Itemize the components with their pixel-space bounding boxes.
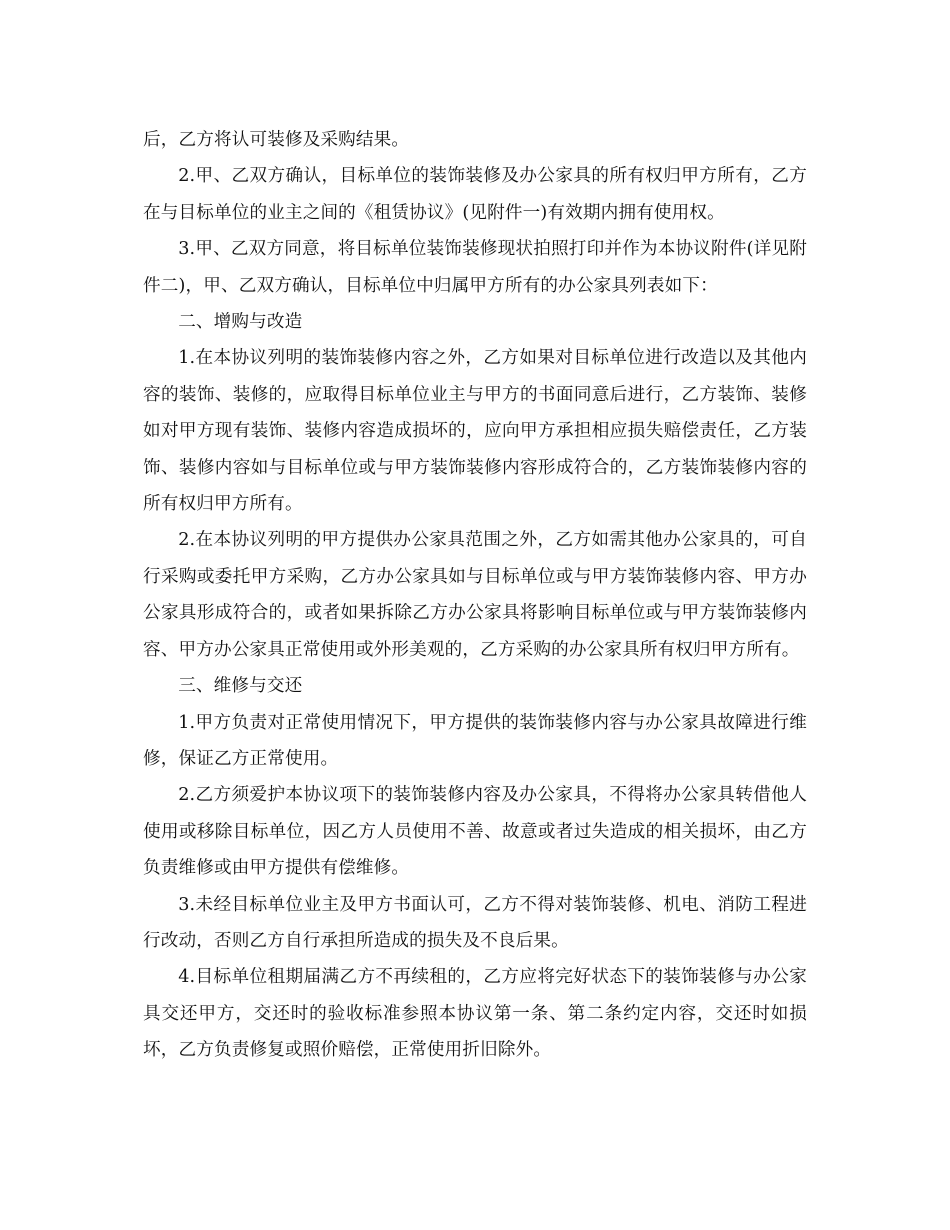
paragraph-clause-2-2: 2.在本协议列明的甲方提供办公家具范围之外，乙方如需其他办公家具的，可自行采购或委托甲方采购，乙方办公家具如与目标单位或与甲方装饰装修内容、甲方办公家具形成符合的，或者如果拆除乙方办公家具将影响目标单位或与甲方装饰装修内容、甲方办公家具正常使用或外形美观的，乙方采购的办公家具所有权归甲方所有。 bbox=[143, 530, 807, 660]
paragraph-clause-1-3: 3.甲、乙双方同意，将目标单位装饰装修现状拍照打印并作为本协议附件(详见附件二)，甲、乙双方确认，目标单位中归属甲方所有的办公家具列表如下： bbox=[143, 239, 807, 296]
paragraph-clause-3-4: 4.目标单位租期届满乙方不再续租的，乙方应将完好状态下的装饰装修与办公家具交还甲方，交还时的验收标准参照本协议第一条、第二条约定内容，交还时如损坏，乙方负责修复或照价赔偿，正常使用折旧除外。 bbox=[143, 967, 807, 1061]
paragraph-clause-3-3: 3.未经目标单位业主及甲方书面认可，乙方不得对装饰装修、机电、消防工程进行改动，否则乙方自行承担所造成的损失及不良后果。 bbox=[143, 894, 807, 951]
paragraph-continuation: 后，乙方将认可装修及采购结果。 bbox=[143, 130, 410, 150]
section-heading-2: 二、增购与改造 bbox=[178, 312, 303, 333]
document-body bbox=[143, 122, 807, 1069]
section-heading-3: 三、维修与交还 bbox=[178, 676, 303, 697]
paragraph-clause-2-1: 1.在本协议列明的装饰装修内容之外，乙方如果对目标单位进行改造以及其他内容的装饰、装修的，应取得目标单位业主与甲方的书面同意后进行，乙方装饰、装修如对甲方现有装饰、装修内容造成损坏的，应向甲方承担相应损失赔偿责任，乙方装饰、装修内容如与目标单位或与甲方装饰装修内容形成符合的，乙方装饰装修内容的所有权归甲方所有。 bbox=[143, 348, 807, 515]
paragraph-clause-1-2: 2.甲、乙双方确认，目标单位的装饰装修及办公家具的所有权归甲方所有，乙方在与目标单位的业主之间的《租赁协议》(见附件一)有效期内拥有使用权。 bbox=[143, 166, 807, 223]
paragraph-clause-3-1: 1.甲方负责对正常使用情况下，甲方提供的装饰装修内容与办公家具故障进行维修，保证乙方正常使用。 bbox=[143, 712, 807, 769]
paragraph-clause-3-2: 2.乙方须爱护本协议项下的装饰装修内容及办公家具，不得将办公家具转借他人使用或移除目标单位，因乙方人员使用不善、故意或者过失造成的相关损坏，由乙方负责维修或由甲方提供有偿维修。 bbox=[143, 785, 807, 879]
